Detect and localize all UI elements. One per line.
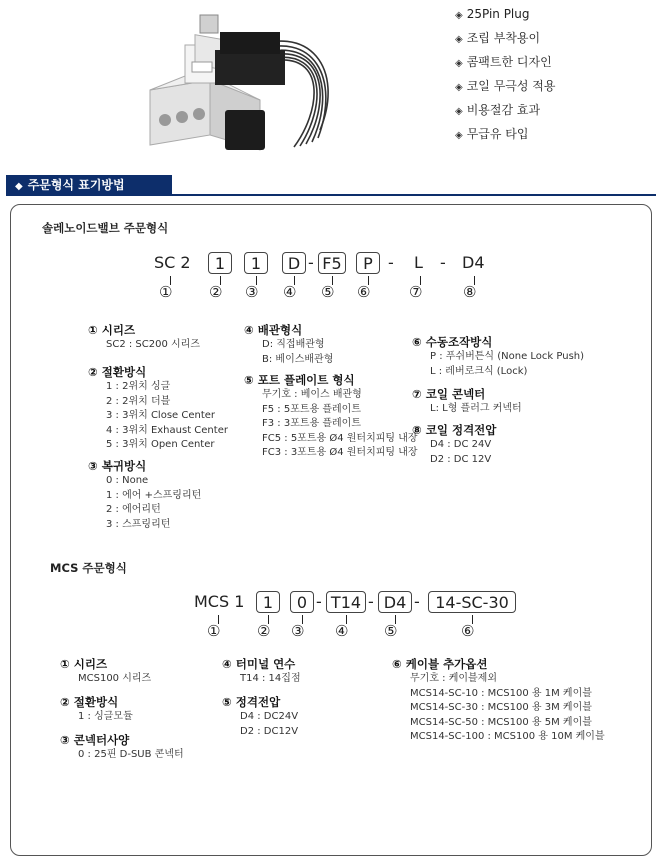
section-divider <box>6 194 656 196</box>
position-number: ⑤ <box>321 283 335 301</box>
mcs-legend-connector: ③ 콘넥터사양 0 : 25핀 D-SUB 콘넥터 <box>60 733 184 760</box>
feature-list <box>455 2 555 146</box>
code-dash: - <box>388 253 394 272</box>
solenoid-code-box: D <box>282 252 306 274</box>
mcs-legend-voltage: ⑤ 정격전압 D4 : DC24V D2 : DC12V <box>222 695 299 737</box>
diamond-bullet-icon: ◈ <box>455 34 463 45</box>
legend-group-piping: ④ 배관형식 D: 직접배관형 B: 베이스배관형 <box>244 323 334 365</box>
mcs-code-box: 1 <box>256 591 280 613</box>
position-number: ④ <box>283 283 297 301</box>
position-number: ⑦ <box>409 283 423 301</box>
legend-group-coil-connector: ⑦ 코일 콘넥터 L: L형 플러그 커넥터 <box>412 387 522 414</box>
position-number: ① <box>159 283 173 301</box>
mcs-legend-cable-option: ⑥ 케이블 추가옵션 무기호 : 케이블제외 MCS14-SC-10 : MCS100 용 1M 케이블 MCS14-SC-30 : MCS100 용 3M 케이블 MCS14-SC-50 : MCS100 용 5M 케이블 MCS14-SC-100 : MCS100 용 10M 케이블 <box>392 657 605 742</box>
solenoid-valve-product-image <box>140 10 340 160</box>
solenoid-code-box: 1 <box>244 252 268 274</box>
legend-group-series: ① 시리즈 SC2 : SC200 시리즈 <box>88 323 200 350</box>
diamond-bullet-icon: ◈ <box>455 10 463 21</box>
code-dash: - <box>440 253 446 272</box>
position-number: ⑥ <box>461 622 475 640</box>
diamond-icon: ◆ <box>15 181 23 192</box>
legend-group-return: ③ 복귀방식 0 : None 1 : 에어 +스프링리턴 2 : 에어리턴 3 : 스프링리턴 <box>88 459 202 530</box>
feature-item: ◈ 25Pin Plug <box>455 7 530 21</box>
position-number: ⑥ <box>357 283 371 301</box>
solenoid-code-value: D4 <box>462 253 485 272</box>
position-number: ⑤ <box>384 622 398 640</box>
solenoid-code-prefix: SC 2 <box>154 253 191 272</box>
code-dash: - <box>308 253 314 272</box>
position-number: ③ <box>245 283 259 301</box>
diamond-bullet-icon: ◈ <box>455 130 463 141</box>
position-number: ④ <box>335 622 349 640</box>
legend-group-switching: ② 절환방식 1 : 2위치 싱글 2 : 2위치 더블 3 : 3위치 Close Center 4 : 3위치 Exhaust Center 5 : 3위치 Open Center <box>88 365 228 450</box>
code-dash: - <box>414 592 420 611</box>
diamond-bullet-icon: ◈ <box>455 58 463 69</box>
position-number: ① <box>207 622 221 640</box>
mcs-legend-switching: ② 절환방식 1 : 싱글모듈 <box>60 695 133 722</box>
section-header-tab <box>6 175 172 196</box>
mcs-code-box: D4 <box>378 591 412 613</box>
feature-item: ◈ 조립 부착용이 <box>455 31 541 45</box>
legend-group-manual-operation: ⑥ 수동조작방식 P : 푸쉬버튼식 (None Lock Push) L : 레버로크식 (Lock) <box>412 335 585 377</box>
feature-item: ◈ 콤팩트한 디자인 <box>455 55 552 69</box>
feature-item: ◈ 무급유 타입 <box>455 127 529 141</box>
mcs-legend-series: ① 시리즈 MCS100 시리즈 <box>60 657 152 684</box>
feature-item: ◈ 코일 무극성 적용 <box>455 79 556 93</box>
diamond-bullet-icon: ◈ <box>455 82 463 93</box>
mcs-order-title: MCS 주문형식 <box>50 561 127 575</box>
position-number: ③ <box>291 622 305 640</box>
code-dash: - <box>368 592 374 611</box>
legend-group-port-plate: ⑤ 포트 플레이트 형식 무기호 : 베이스 배관형 F5 : 5포트용 플레이트 F3 : 3포트용 플레이트 FC5 : 5포트용 Ø4 원터치피팅 내장 FC3 : 3포트용 Ø4 원터치피팅 내장 <box>244 373 418 458</box>
section-title: 주문형식 표기방법 <box>27 178 125 192</box>
solenoid-code-box: F5 <box>318 252 346 274</box>
mcs-code-prefix: MCS 1 <box>194 592 245 611</box>
mcs-code-box: T14 <box>326 591 366 613</box>
position-number: ② <box>257 622 271 640</box>
solenoid-order-title: 솔레노이드밸브 주문형식 <box>42 221 169 235</box>
position-number: ② <box>209 283 223 301</box>
solenoid-code-box: P <box>356 252 380 274</box>
legend-group-coil-voltage: ⑧ 코일 정격전압 D4 : DC 24V D2 : DC 12V <box>412 423 497 465</box>
mcs-code-box: 0 <box>290 591 314 613</box>
diamond-bullet-icon: ◈ <box>455 106 463 117</box>
mcs-code-box: 14-SC-30 <box>428 591 516 613</box>
solenoid-code-box: 1 <box>208 252 232 274</box>
feature-item: ◈ 비용절감 효과 <box>455 103 541 117</box>
solenoid-code-value: L <box>414 253 423 272</box>
mcs-legend-terminal-count: ④ 터미널 연수 T14 : 14집점 <box>222 657 301 684</box>
position-number: ⑧ <box>463 283 477 301</box>
code-dash: - <box>316 592 322 611</box>
